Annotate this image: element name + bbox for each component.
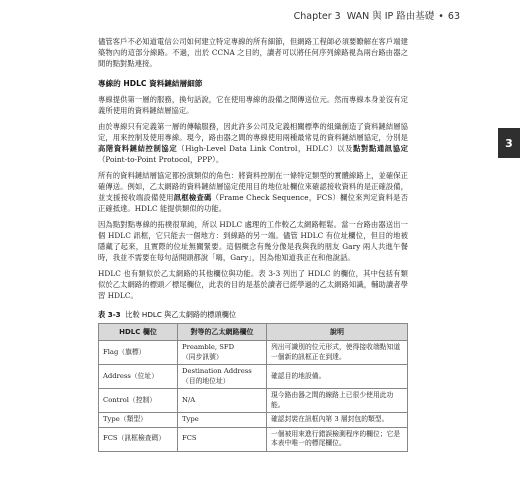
cell-description: 列出可識別的位元形式，使得接收端點知道一個新的訊框正在到達。: [267, 341, 408, 365]
col-header-description: 說明: [267, 324, 408, 341]
paragraph-4: 因為點對點專線的拓樸很單純，所以 HDLC 處理的工作較乙太網路輕鬆。當一台路由器送出一個 HDLC 訊框，它只能去一個地方：到線路的另一端。儘管 HDLC 有位址欄位，但目的地被隱藏了起來，且實際的位址無關緊要。這個概念有幾分像是我與我的朋友 Gary 兩人共進午餐時，我並不需要在每句話開頭都說「嗨，Gary」，因為他知道我正在和他說話。: [98, 220, 408, 262]
table-row: [99, 389, 408, 413]
cell-description: 一個被用來進行錯誤檢測程序的欄位；它是本表中唯一的標尾欄位。: [267, 427, 408, 451]
table-caption: 表 3-3 比較 HDLC 與乙太網路的標頭欄位: [98, 310, 237, 319]
section-title: 專線的 HDLC 資料鏈結層細節: [98, 79, 203, 88]
table-row: [99, 427, 408, 451]
cell-ethernet: N/A: [178, 389, 267, 413]
cell-ethernet: Type: [178, 413, 267, 428]
chapter-label: Chapter 3: [293, 11, 341, 22]
paragraph-1: 專線提供第一層的服務，換句話說，它在使用專線的設備之間傳送位元。然而專線本身並沒有定義所使用的資料鏈結層協定。: [98, 95, 408, 115]
paragraph-3: 所有的資料鏈結層協定都扮演類似的角色：將資料控制在一條特定類型的實體線路上，並確保正確傳送。例如，乙太網路的資料鏈結層協定使用目的地位址欄位來確認接收資料的是正確設備，並支援接收端設備使用訊框檢查碼（Frame Check Sequence，FCS）欄位來判定資料是否正確抵達。HDLC 能提供類似的功能。: [98, 171, 408, 213]
chapter-title: WAN 與 IP 路由基礎: [346, 11, 435, 22]
table-header-row: [99, 324, 408, 341]
cell-hdlc: Type（類型）: [99, 413, 178, 428]
page-body: [98, 36, 408, 452]
cell-hdlc: Address（位址）: [99, 365, 178, 389]
paragraph-2: 由於專線只有定義第一層的傳輸服務，因此許多公司及定義相關標準的組織創造了資料鏈結層協定，用來控制及使用專線。現今，路由器之間的專線使用兩種最常見的資料鏈結層協定，分別是高階資料鏈結控制協定（High-Level Data Link Control，HDLC）以及點對點通訊協定（Point-to-Point Protocol，PPP）。: [98, 122, 409, 164]
page-number: 63: [447, 11, 460, 22]
running-header: [294, 8, 460, 22]
paragraph-5: HDLC 也有類似於乙太網路的其他欄位與功能。表 3-3 列出了 HDLC 的欄位，其中包括有類似於乙太網路的標頭／標尾欄位，此表的目的是基於讀者已經學過的乙太網路知識，輔助讀者學習 HDLC。: [98, 269, 408, 300]
hdlc-comparison-table: [98, 323, 408, 452]
cell-hdlc: Control（控制）: [99, 389, 178, 413]
chapter-thumb-tab: 3: [498, 128, 520, 158]
table-row: [99, 341, 408, 365]
table-row: [99, 365, 408, 389]
cell-description: 確認封裝在訊框內第 3 層封包的類型。: [267, 413, 408, 428]
cell-description: 確認目的地設備。: [267, 365, 408, 389]
bullet: •: [438, 11, 444, 22]
cell-ethernet: Destination Address （目的地位址）: [178, 365, 267, 389]
table-row: [99, 413, 408, 428]
cell-ethernet: FCS: [178, 427, 267, 451]
cell-hdlc: Flag（旗標）: [99, 341, 178, 365]
col-header-ethernet: 對等的乙太網路欄位: [178, 324, 267, 341]
paragraph-intro: 儘管客戶不必知道電信公司如何建立特定專線的所有細節，但網路工程師必須要瞭解在客戶端建築物內的這部分線路。不過，出於 CCNA 之目的，讀者可以將任何序列線路視為兩台路由器之間的點對點連接。: [98, 37, 408, 68]
cell-hdlc: FCS（訊框檢查碼）: [99, 427, 178, 451]
cell-description: 現今路由器之間的線路上已很少使用此功能。: [267, 389, 408, 413]
cell-ethernet: Preamble, SFD （同步訊號）: [178, 341, 267, 365]
col-header-hdlc: HDLC 欄位: [99, 324, 178, 341]
